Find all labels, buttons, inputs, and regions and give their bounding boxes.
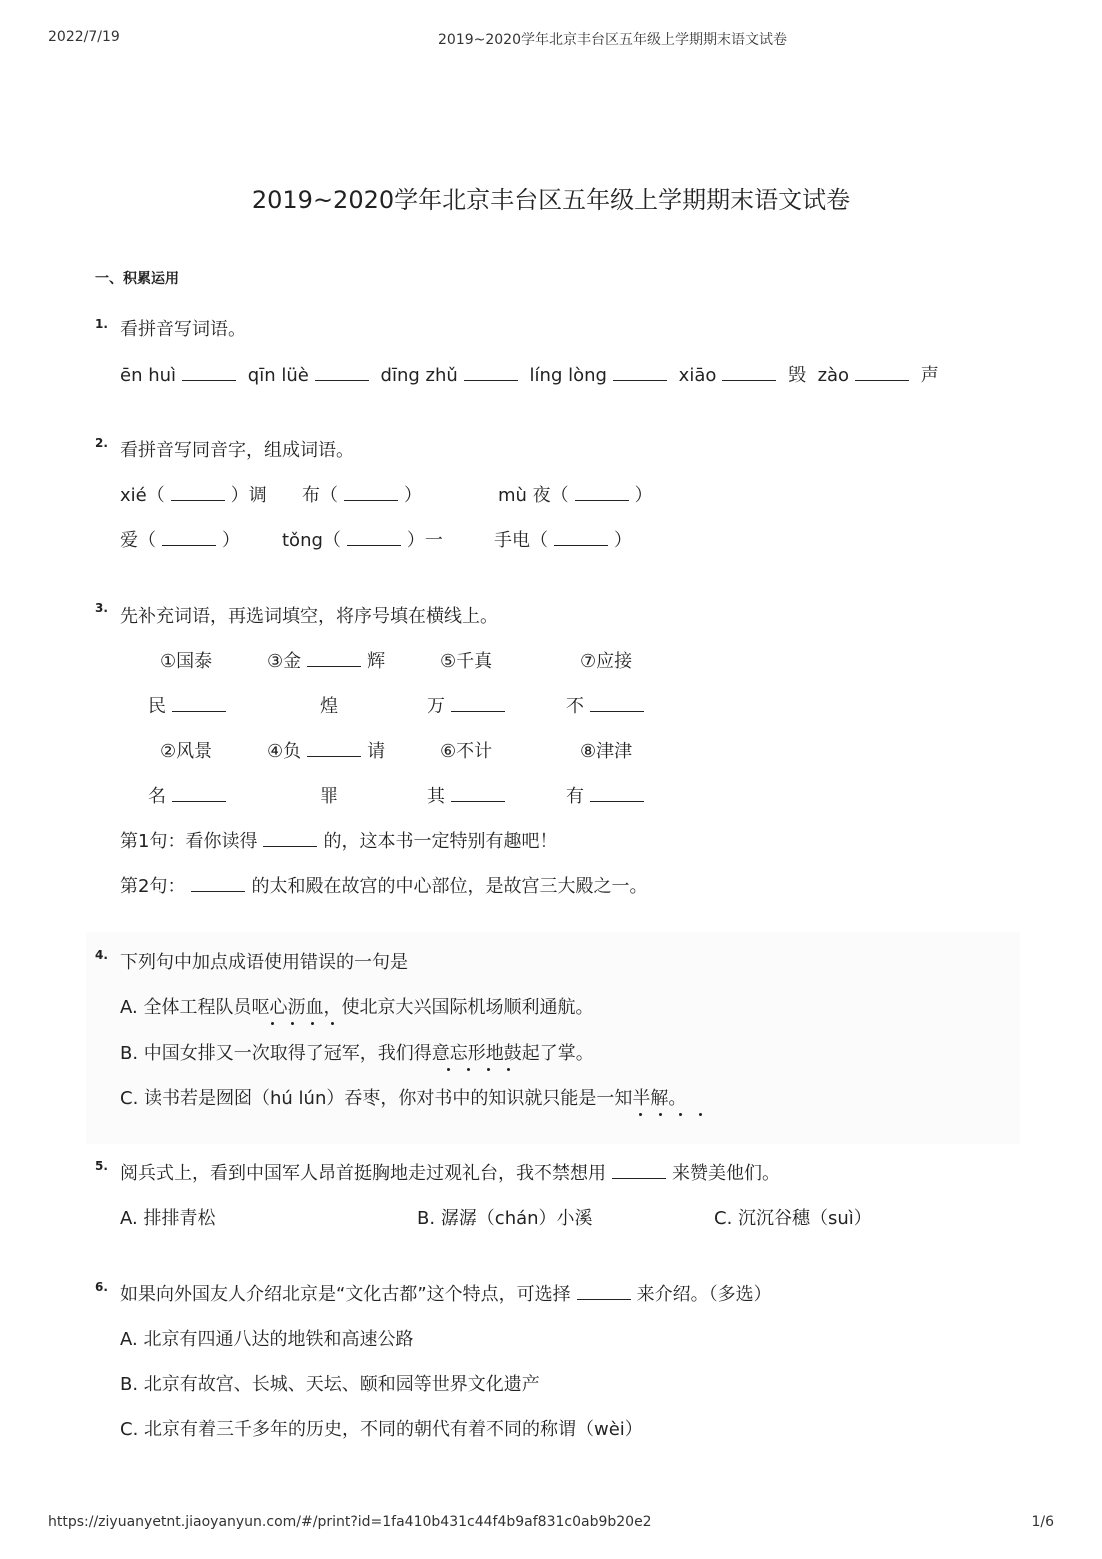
q2-item: 布（ ） — [302, 485, 422, 506]
option-a[interactable]: A. 全体工程队员呕心沥血，使北京大兴国际机场顺利通航。 — [120, 997, 594, 1018]
question-stem: 阅兵式上，看到中国军人昂首挺胸地走过观礼台，我不禁想用 来赞美他们。 — [120, 1163, 780, 1184]
answer-blank[interactable] — [172, 697, 226, 712]
answer-blank[interactable] — [171, 486, 225, 501]
q2-item: xié（ ）调 — [120, 485, 267, 506]
idiom-part: 有 — [566, 785, 650, 809]
section-heading: 一、积累运用 — [95, 271, 179, 287]
emphasis-dot — [507, 1068, 510, 1071]
option-b[interactable]: B. 北京有故宫、长城、天坛、颐和园等世界文化遗产 — [120, 1374, 540, 1395]
answer-blank[interactable] — [590, 697, 644, 712]
fill-sentence-2: 第2句： 的太和殿在故宫的中心部位，是故宫三大殿之一。 — [120, 876, 648, 897]
answer-blank[interactable] — [575, 486, 629, 501]
option-c[interactable]: C. 沉沉谷穗（suì） — [714, 1208, 872, 1229]
question-stem: 先补充词语，再选词填空，将序号填在横线上。 — [120, 606, 498, 627]
option-a[interactable]: A. 排排青松 — [120, 1208, 216, 1229]
answer-blank[interactable] — [451, 697, 505, 712]
question-stem: 看拼音写同音字，组成词语。 — [120, 440, 354, 461]
question-stem: 下列句中加点成语使用错误的一句是 — [120, 952, 408, 973]
idiom-part: 万 — [427, 695, 511, 719]
q2-item: 爱（ ） — [120, 530, 240, 551]
q2-item: tǒng（ ）一 — [282, 530, 443, 551]
question-number: 6. — [95, 1280, 108, 1294]
answer-blank[interactable] — [191, 877, 245, 892]
idiom-part: ⑤千真 — [440, 651, 493, 672]
fill-sentence-1: 第1句：看你读得 的，这本书一定特别有趣吧！ — [120, 831, 558, 852]
idiom-part: 煌 — [320, 696, 338, 717]
print-date: 2022/7/19 — [48, 29, 120, 45]
idiom-part: ④负 请 — [267, 741, 386, 762]
pinyin: líng lòng — [529, 365, 607, 386]
question-number: 5. — [95, 1159, 108, 1173]
idiom-part: 名 — [148, 785, 232, 809]
idiom-part: ⑦应接 — [580, 651, 633, 672]
emphasis-dot — [331, 1022, 334, 1025]
idiom-part: ②风景 — [160, 741, 213, 762]
answer-blank[interactable] — [855, 366, 909, 381]
idiom-part: ⑧津津 — [580, 741, 633, 762]
emphasis-dot — [271, 1022, 274, 1025]
idiom-part: 罪 — [320, 786, 338, 807]
answer-blank[interactable] — [612, 1164, 666, 1179]
question-stem: 看拼音写词语。 — [120, 319, 246, 340]
idiom-part: ③金 辉 — [267, 651, 386, 672]
question-number: 4. — [95, 948, 108, 962]
idiom-part: 不 — [566, 695, 650, 719]
question-number: 2. — [95, 436, 108, 450]
idiom-part: 民 — [148, 695, 232, 719]
answer-blank[interactable] — [172, 787, 226, 802]
idiom-part: ⑥不计 — [440, 741, 493, 762]
emphasis-dot — [659, 1113, 662, 1116]
page-number: 1/6 — [1031, 1514, 1054, 1530]
q1-pinyin-row — [120, 364, 939, 388]
emphasis-dot — [487, 1068, 490, 1071]
emphasis-dot — [699, 1113, 702, 1116]
option-a[interactable]: A. 北京有四通八达的地铁和高速公路 — [120, 1329, 414, 1350]
question-number: 3. — [95, 601, 108, 615]
emphasis-dot — [679, 1113, 682, 1116]
answer-blank[interactable] — [464, 366, 518, 381]
answer-blank[interactable] — [613, 366, 667, 381]
idiom-part: ①国泰 — [160, 651, 213, 672]
option-c[interactable]: C. 读书若是囫囵（hú lún）吞枣，你对书中的知识就只能是一知半解。 — [120, 1088, 687, 1109]
q2-item: mù 夜（ ） — [498, 485, 653, 506]
idiom-part: 其 — [427, 785, 511, 809]
answer-blank[interactable] — [554, 531, 608, 546]
answer-blank[interactable] — [451, 787, 505, 802]
answer-blank[interactable] — [590, 787, 644, 802]
emphasis-dot — [467, 1068, 470, 1071]
option-b[interactable]: B. 潺潺（chán）小溪 — [417, 1208, 593, 1229]
pinyin: qīn lüè — [247, 365, 309, 386]
answer-blank[interactable] — [347, 531, 401, 546]
answer-blank[interactable] — [722, 366, 776, 381]
question-stem: 如果向外国友人介绍北京是“文化古都”这个特点，可选择 来介绍。（多选） — [120, 1284, 772, 1305]
emphasis-dot — [639, 1113, 642, 1116]
answer-blank[interactable] — [263, 832, 317, 847]
answer-blank[interactable] — [344, 486, 398, 501]
word-char: 毁 — [788, 365, 807, 386]
question-number: 1. — [95, 317, 108, 331]
answer-blank[interactable] — [307, 652, 361, 667]
pinyin: ēn huì — [120, 365, 177, 386]
q2-item: 手电（ ） — [494, 530, 632, 551]
page-title: 2019~2020学年北京丰台区五年级上学期期末语文试卷 — [251, 186, 851, 214]
word-char: 声 — [920, 365, 939, 386]
option-c[interactable]: C. 北京有着三千多年的历史，不同的朝代有着不同的称谓（wèi） — [120, 1419, 643, 1440]
pinyin: dīng zhǔ — [380, 365, 458, 386]
option-b[interactable]: B. 中国女排又一次取得了冠军，我们得意忘形地鼓起了掌。 — [120, 1043, 594, 1064]
answer-blank[interactable] — [162, 531, 216, 546]
emphasis-dot — [311, 1022, 314, 1025]
answer-blank[interactable] — [315, 366, 369, 381]
print-url: https://ziyuanyetnt.jiaoyanyun.com/#/print?id=1fa410b431c44f4b9af831c0ab9b20e2 — [48, 1514, 652, 1530]
pinyin: xiāo — [678, 365, 717, 386]
pinyin: zào — [817, 365, 850, 386]
answer-blank[interactable] — [182, 366, 236, 381]
emphasis-dot — [447, 1068, 450, 1071]
answer-blank[interactable] — [577, 1285, 631, 1300]
answer-blank[interactable] — [307, 742, 361, 757]
print-header-title: 2019~2020学年北京丰台区五年级上学期期末语文试卷 — [438, 32, 787, 48]
emphasis-dot — [291, 1022, 294, 1025]
